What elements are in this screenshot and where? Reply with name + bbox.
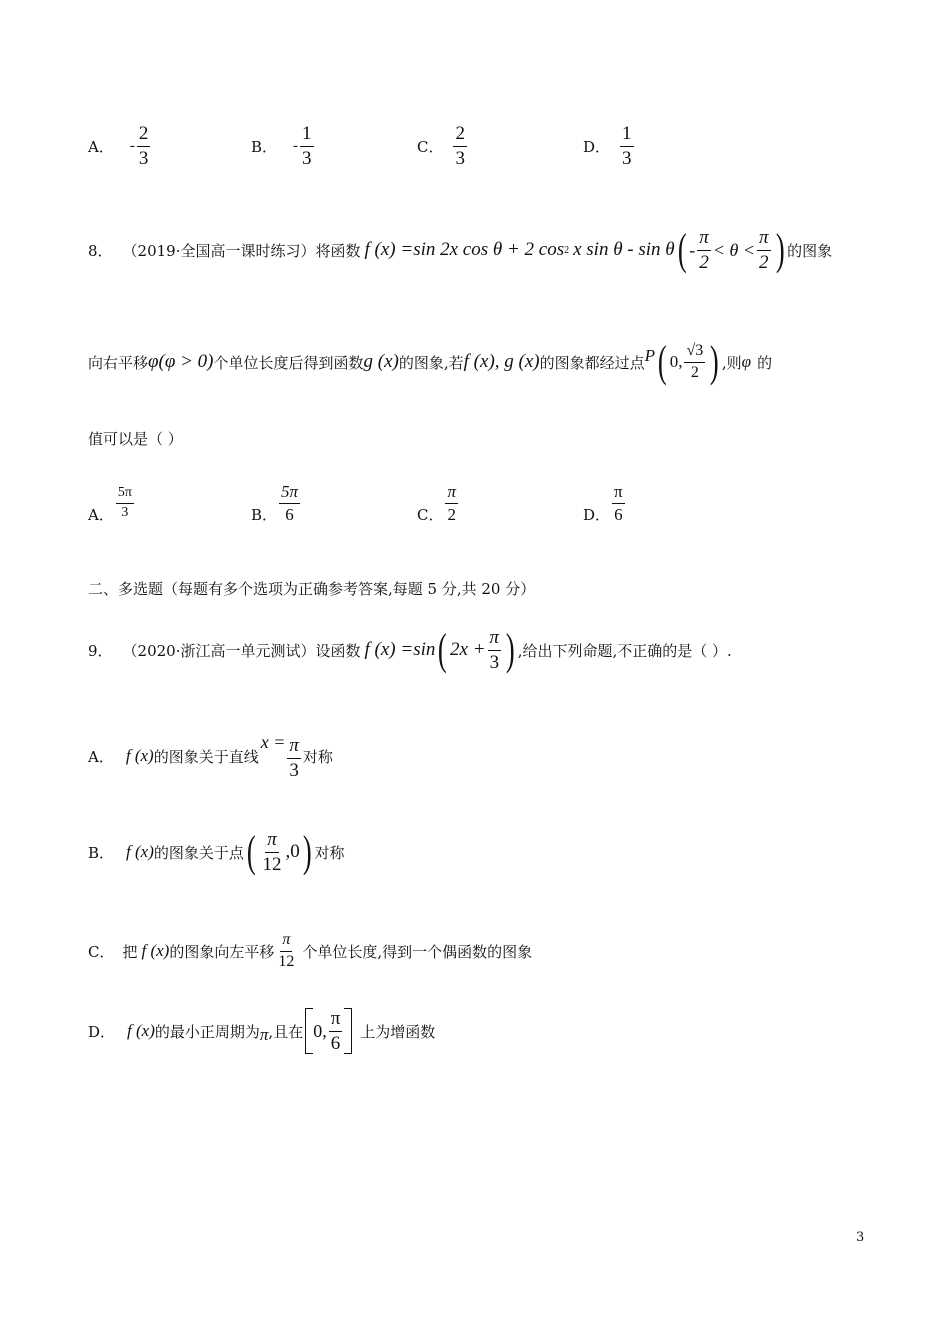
q8-option-c: C． $\frac{\pi}{2}$ xyxy=(417,482,457,524)
fraction: $\frac{2}{3}$ xyxy=(138,123,149,169)
q8-option-b: B． $\frac{5\pi}{6}$ xyxy=(251,482,299,524)
q8-stem-line2: 向右平移 φ(φ > 0) 个单位长度后得到函数 g (x) 的图象,若 f (x), g (x) 的图象都经过点 P ( 0, $\frac{√3}{2}$ ) ,则 φ 的 xyxy=(88,337,773,386)
q7-option-c: C． $\frac{2}{3}$ xyxy=(417,123,465,169)
q7-option-a: A． - $\frac{2}{3}$ xyxy=(88,123,149,169)
q7-option-b: B． - $\frac{1}{3}$ xyxy=(251,123,312,169)
q9-option-d: D． f (x) 的最小正周期为 π ,且在 0, $\frac{\pi}{6}$ 上为增函数 xyxy=(88,1007,436,1054)
q9-option-c: C． 把 f (x) 的图象向左平移 $\frac{\pi}{12}$ 个单位长度,得到一个偶函数的图象 xyxy=(88,931,533,970)
q9-option-a: A． f (x) 的图象关于直线 x = $\frac{\pi}{3}$ 对称 xyxy=(88,732,333,781)
q8-option-a: A． $\frac{5\pi}{3}$ xyxy=(88,485,132,524)
fraction: $\frac{1}{3}$ xyxy=(622,123,632,169)
section-heading: 二、多选题（每题有多个选项为正确参考答案,每题 5 分,共 20 分） xyxy=(88,580,536,598)
q8-stem-line1: 8． （2019·全国高一课时练习）将函数 f (x) =sin 2x cos θ + 2 cos 2 x sin θ - sin θ ( - $\frac{\pi}{2}$ < θ < $\frac{\pi}{2}$ ) 的图象 xyxy=(88,225,833,275)
page-number: 3 xyxy=(856,1230,865,1245)
q9-stem: 9． （2020·浙江高一单元测试）设函数 f (x) =sin ( 2x + $\frac{\pi}{3}$ ) ,给出下列命题,不正确的是（ ）. xyxy=(88,625,732,675)
q7-option-d: D． $\frac{1}{3}$ xyxy=(583,123,632,169)
q8-option-d: D． $\frac{\pi}{6}$ xyxy=(583,482,623,524)
fraction: $\frac{2}{3}$ xyxy=(455,123,465,169)
q8-stem-line3: 值可以是（ ） xyxy=(88,430,183,448)
fraction: $\frac{1}{3}$ xyxy=(302,123,312,169)
q9-option-b: B． f (x) 的图象关于点 ( $\frac{\pi}{12}$ ,0 ) 对称 xyxy=(88,827,345,877)
